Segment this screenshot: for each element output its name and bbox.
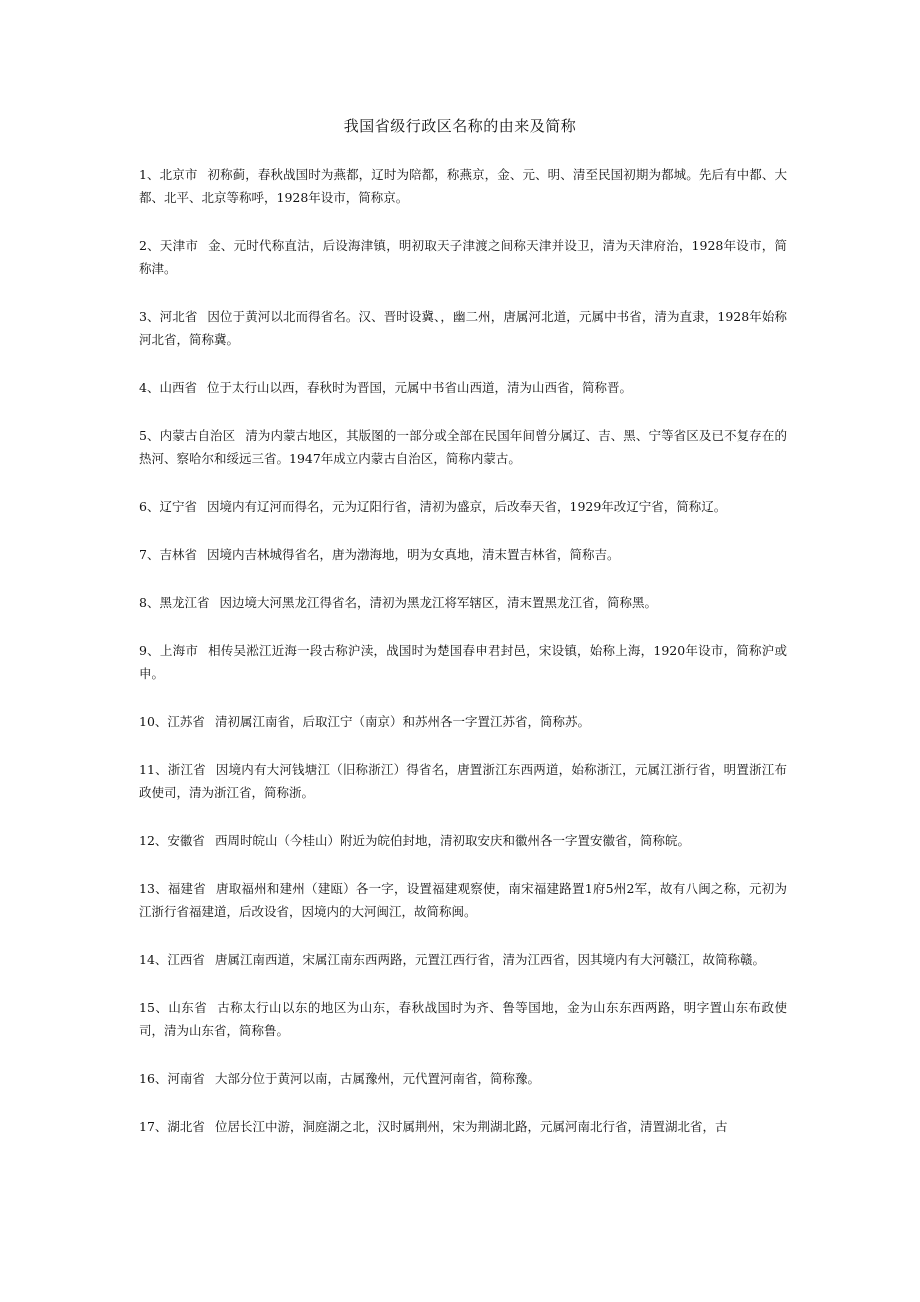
entry-description: 古称太行山以东的地区为山东，春秋战国时为齐、鲁等国地，金为山东东西两路，明字置山东布政使司，清为山东省，简称鲁。 <box>139 1000 787 1038</box>
document-title: 我国省级行政区名称的由来及简称 <box>343 117 577 135</box>
list-item <box>139 829 787 852</box>
entry-description: 唐取福州和建州（建瓯）各一字，设置福建观察使，南宋福建路置1府5州2军，故有八闽之称，元初为江浙行省福建道，后改设省，因境内的大河闽江，故简称闽。 <box>139 881 787 919</box>
list-item <box>139 163 787 209</box>
entry-description: 清初属江南省，后取江宁（南京）和苏州各一字置江苏省，简称苏。 <box>214 714 590 729</box>
entry-description: 西周时皖山（今桂山）附近为皖伯封地，清初取安庆和徽州各一字置安徽省，简称皖。 <box>214 833 690 848</box>
list-item <box>139 1115 787 1138</box>
entry-number: 10 、 <box>139 714 167 729</box>
entry-place-name: 辽宁省 <box>159 499 197 514</box>
entry-description: 初称蓟，春秋战国时为燕都，辽时为陪都，称燕京，金、元、明、清至民国初期为都城。先后有中都、大都、北平、北京等称呼，1928年设市，简称京。 <box>139 167 787 205</box>
entry-place-name: 黑龙江省 <box>159 595 210 610</box>
entry-place-name: 吉林省 <box>159 547 197 562</box>
list-item <box>139 234 787 280</box>
entry-number: 4 、 <box>139 380 159 395</box>
entry-place-name: 湖北省 <box>167 1119 205 1134</box>
entry-place-name: 山西省 <box>159 380 197 395</box>
entry-place-name: 天津市 <box>159 238 199 253</box>
list-item <box>139 305 787 351</box>
entry-description: 位居长江中游，洞庭湖之北，汉时属荆州，宋为荆湖北路，元属河南北行省，清置湖北省，古 <box>214 1119 728 1134</box>
entry-number: 3 、 <box>139 309 160 324</box>
entry-number: 12 、 <box>139 833 167 848</box>
entry-description: 位于太行山以西，春秋时为晋国，元属中书省山西道，清为山西省，简称晋。 <box>206 380 632 395</box>
list-item <box>139 376 787 399</box>
entry-description: 因境内有辽河而得名，元为辽阳行省，清初为盛京，后改奉天省，1929年改辽宁省，简称辽。 <box>206 499 727 514</box>
entry-number: 15 、 <box>139 1000 168 1015</box>
entry-list <box>139 163 787 1163</box>
entry-number: 11 、 <box>139 762 168 777</box>
list-item <box>139 877 787 923</box>
entry-description: 因境内有大河钱塘江（旧称浙江）得省名，唐置浙江东西两道，始称浙江，元属江浙行省，明置浙江布政使司，清为浙江省，简称浙。 <box>139 762 787 800</box>
list-item <box>139 948 787 971</box>
entry-number: 7 、 <box>139 547 159 562</box>
entry-place-name: 福建省 <box>167 881 206 896</box>
entry-number: 1 、 <box>139 167 160 182</box>
entry-number: 2 、 <box>139 238 160 253</box>
list-item <box>139 591 787 614</box>
entry-number: 6 、 <box>139 499 159 514</box>
entry-place-name: 安徽省 <box>167 833 205 848</box>
entry-description: 金、元时代称直沽，后设海津镇，明初取天子津渡之间称天津并设卫，清为天津府治，1928年设市，简称津。 <box>139 238 787 276</box>
entry-place-name: 河北省 <box>159 309 198 324</box>
entry-description: 大部分位于黄河以南，古属豫州，元代置河南省，简称豫。 <box>214 1071 540 1086</box>
entry-place-name: 江西省 <box>167 952 205 967</box>
list-item <box>139 758 787 804</box>
entry-description: 清为内蒙古地区，其版图的一部分或全部在民国年间曾分属辽、吉、黑、宁等省区及已不复存在的热河、察哈尔和绥远三省。1947年成立内蒙古自治区，简称内蒙古。 <box>139 428 787 466</box>
list-item <box>139 1067 787 1090</box>
entry-description: 因位于黄河以北而得省名。汉、晋时设冀、，幽二州，唐属河北道，元属中书省，清为直隶，1928年始称河北省，简称冀。 <box>139 309 787 347</box>
entry-description: 因境内吉林城得省名，唐为渤海地，明为女真地，清末置吉林省，简称吉。 <box>206 547 620 562</box>
list-item <box>139 543 787 566</box>
entry-place-name: 河南省 <box>167 1071 205 1086</box>
entry-place-name: 北京市 <box>159 167 198 182</box>
entry-number: 13 、 <box>139 881 168 896</box>
entry-number: 8 、 <box>139 595 159 610</box>
list-item <box>139 710 787 733</box>
entry-place-name: 江苏省 <box>167 714 205 729</box>
entry-description: 唐属江南西道，宋属江南东西两路，元置江西行省，清为江西省，因其境内有大河赣江，故简称赣。 <box>214 952 765 967</box>
entry-place-name: 内蒙古自治区 <box>159 428 236 443</box>
entry-number: 17 、 <box>139 1119 167 1134</box>
entry-number: 5 、 <box>139 428 160 443</box>
entry-number: 16 、 <box>139 1071 167 1086</box>
entry-number: 14 、 <box>139 952 167 967</box>
entry-description: 相传吴淞江近海一段古称沪渎，战国时为楚国春申君封邑，宋设镇，始称上海，1920年设市，简称沪或申。 <box>139 643 787 681</box>
entry-place-name: 山东省 <box>168 1000 208 1015</box>
entry-place-name: 上海市 <box>159 643 199 658</box>
entry-description: 因边境大河黑龙江得省名，清初为黑龙江将军辖区，清末置黑龙江省，简称黑。 <box>219 595 657 610</box>
list-item <box>139 639 787 685</box>
list-item <box>139 495 787 518</box>
list-item <box>139 996 787 1042</box>
entry-place-name: 浙江省 <box>167 762 206 777</box>
entry-number: 9 、 <box>139 643 160 658</box>
list-item <box>139 424 787 470</box>
